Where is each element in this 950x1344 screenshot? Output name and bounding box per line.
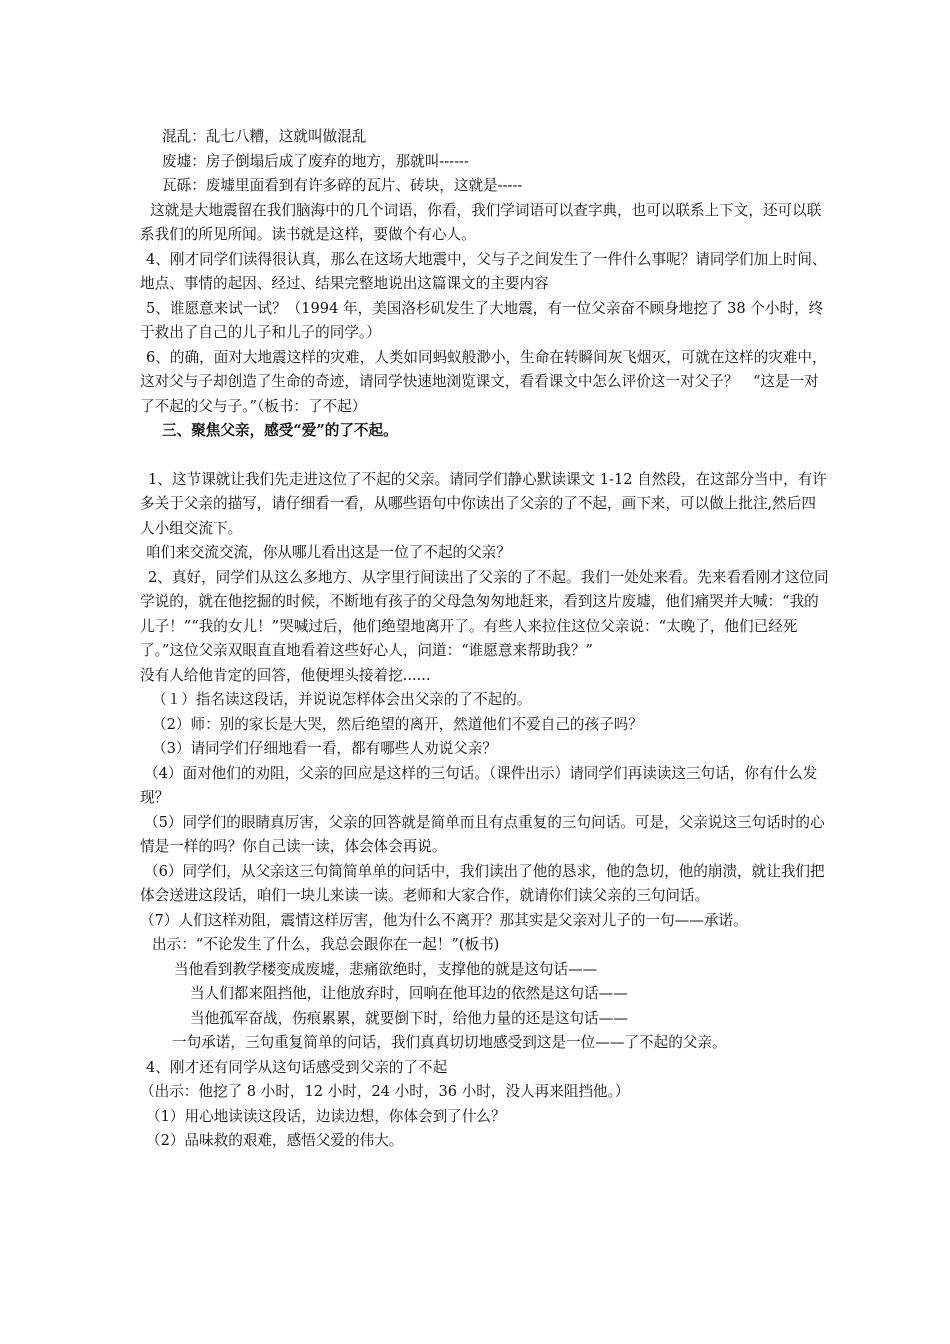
paragraph: 当人们都来阻挡他，让他放弃时，回响在他耳边的依然是这句话—— — [190, 985, 628, 1002]
paragraph: 没有人给他肯定的回答，他便埋头接着挖...... — [140, 666, 431, 684]
paragraph: 4、刚才还有同学从这句话感受到父亲的了不起 — [146, 1058, 448, 1076]
paragraph: （4）面对他们的劝阻，父亲的回应是这样的三句话。（课件出示）请同学们再读读这三句话，你有什么发现？ — [140, 764, 818, 806]
paragraph: （3）请同学们仔细地看一看，都有哪些人劝说父亲？ — [152, 740, 497, 757]
paragraph: （１）指名读这段话，并说说怎样体会出父亲的了不起的。 — [152, 691, 532, 708]
document-body — [140, 125, 830, 1154]
spacer — [140, 444, 830, 468]
paragraph: 咱们来交流交流，你从哪儿看出这是一位了不起的父亲？ — [146, 544, 511, 561]
paragraph: 废墟：房子倒塌后成了废弃的地方，那就叫------ — [162, 152, 469, 170]
paragraph: 出示：“不论发生了什么，我总会跟你在一起！”(板书) — [152, 936, 500, 953]
paragraph: 瓦砾：废墟里面看到有许多碎的瓦片、砖块，这就是----- — [162, 177, 523, 194]
paragraph: 4、刚才同学们读得很认真，那么在这场大地震中，父与子之间发生了一件什么事呢？请同学们加上时间、地点、事情的起因、经过、结果完整地说出这篇课文的主要内容 — [140, 250, 827, 292]
paragraph: （7）人们这样劝阻，震情这样厉害，他为什么不离开？那其实是父亲对儿子的一句——承诺。 — [140, 911, 748, 929]
paragraph: 当他孤军奋战，伤痕累累，就要倒下时，给他力量的还是这句话—— — [190, 1009, 628, 1027]
paragraph: 1、这节课就让我们先走进这位了不起的父亲。请同学们静心默读课文 1-12 自然段，在这部分当中，有许多关于父亲的描写，请仔细看一看，从哪些语句中你读出了父亲的了不起，画下来，可以做上批注,然后四人小组交流下。 — [140, 470, 827, 537]
paragraph: （出示：他挖了 8 小时，12 小时，24 小时，36 小时，没人再来阻挡他。） — [140, 1083, 630, 1100]
paragraph: （2）品味救的艰难，感悟父爱的伟大。 — [146, 1132, 404, 1149]
paragraph: （6）同学们，从父亲这三句简简单单的问话中，我们读出了他的恳求，他的急切，他的崩溃，就让我们把体会送进这段话，咱们一块儿来读一读。老师和大家合作，就请你们读父亲的三句问话。 — [140, 862, 825, 904]
section-heading: 三、聚焦父亲，感受“爱”的了不起。 — [162, 422, 398, 439]
paragraph: 这就是大地震留在我们脑海中的几个词语，你看，我们学词语可以查字典，也可以联系上下文，还可以联系我们的所见所闻。读书就是这样，要做个有心人。 — [140, 201, 822, 243]
paragraph: 混乱：乱七八糟，这就叫做混乱 — [162, 128, 367, 145]
paragraph: （5）同学们的眼睛真厉害，父亲的回答就是简单而且有点重复的三句问话。可是，父亲说这三句话时的心情是一样的吗？你自己读一读，体会体会再说。 — [140, 813, 825, 855]
paragraph: 5、谁愿意来试一试？（1994 年，美国洛杉矶发生了大地震，有一位父亲奋不顾身地挖了 38 个小时，终于救出了自己的儿子和儿子的同学。） — [140, 299, 824, 341]
paragraph: 6、的确，面对大地震这样的灾难，人类如同蚂蚁般渺小，生命在转瞬间灰飞烟灭，可就在这样的灾难中，这对父与子却创造了生命的奇迹，请同学快速地浏览课文，看看课文中怎么评价这一对父子？ “这是一对了不起的父与子。”（板书：了不起） — [140, 348, 827, 415]
paragraph: （2）师：别的家长是大哭，然后绝望的离开，然道他们不爱自己的孩子吗？ — [152, 715, 643, 733]
paragraph: 2、真好，同学们从这么多地方、从字里行间读出了父亲的了不起。我们一处处来看。先来看看刚才这位同学说的，就在他挖掘的时候，不断地有孩子的父母急匆匆地赶来，看到这片废墟，他们痛哭并大喊：“我的儿子！”“我的女儿！”哭喊过后，他们绝望地离开了。有些人来拉住这位父亲说：“太晚了，他们已经死了。”这位父亲双眼直直地看着这些好心人，问道：“谁愿意来帮助我？” — [140, 568, 829, 659]
paragraph: 当他看到教学楼变成废墟，悲痛欲绝时，支撑他的就是这句话—— — [174, 960, 598, 978]
paragraph: 一句承诺，三句重复简单的问话，我们真真切切地感受到这是一位——了不起的父亲。 — [172, 1034, 727, 1051]
paragraph: （1）用心地读读这段话，边读边想，你体会到了什么？ — [146, 1107, 506, 1125]
